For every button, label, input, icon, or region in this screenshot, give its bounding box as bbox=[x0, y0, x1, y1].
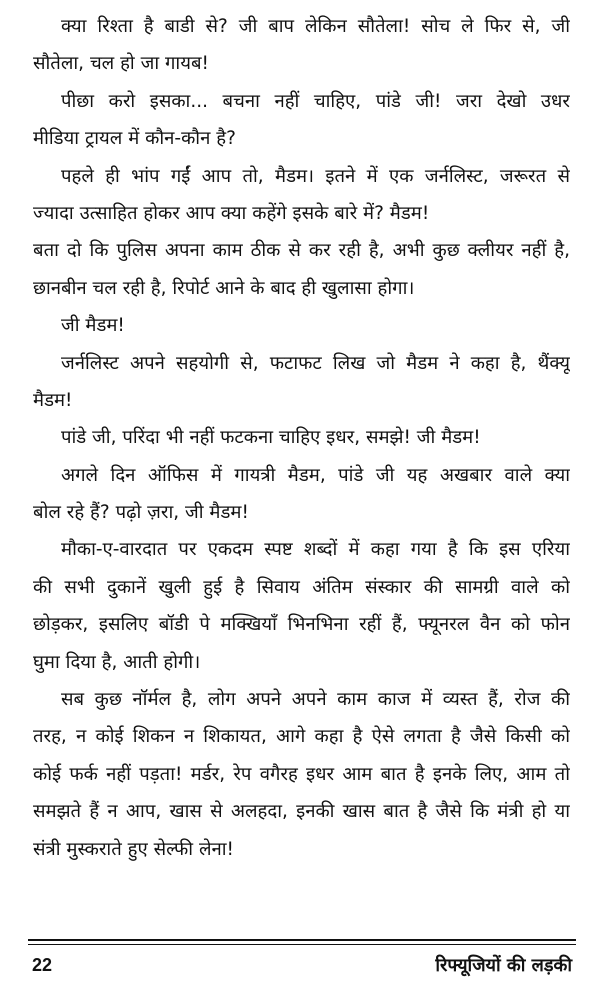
body-text bbox=[33, 8, 570, 868]
text-line: बता दो कि पुलिस अपना काम ठीक से कर रही है, अभी कुछ क्लीयर नहीं है, bbox=[33, 240, 570, 262]
text-line: तरह, न कोई शिकन न शिकायत, आगे कहा है ऐसे लगता है जैसे किसी को bbox=[33, 726, 570, 748]
text-line: समझते हैं न आप, खास से अलहदा, इनकी खास बात है जैसे कि मंत्री हो या bbox=[33, 801, 570, 823]
page-number: 22 bbox=[32, 955, 53, 975]
footer-rule-thin bbox=[28, 944, 576, 945]
text-line: जर्नलिस्ट अपने सहयोगी से, फटाफट लिख जो मैडम ने कहा है, थैंक्यू bbox=[61, 352, 570, 374]
text-line: मीडिया ट्रायल में कौन-कौन है? bbox=[33, 128, 236, 150]
text-line: मैडम! bbox=[33, 389, 73, 411]
text-line: जी मैडम! bbox=[61, 315, 125, 337]
text-line: पांडे जी, परिंदा भी नहीं फटकना चाहिए इधर, समझे! जी मैडम! bbox=[61, 427, 481, 449]
text-line: अगले दिन ऑफिस में गायत्री मैडम, पांडे जी यह अखबार वाले क्या bbox=[61, 464, 570, 486]
text-line: घुमा दिया है, आती होगी। bbox=[33, 651, 201, 673]
text-line: मौका-ए-वारदात पर एकदम स्पष्ट शब्दों में कहा गया है कि इस एरिया bbox=[61, 539, 570, 561]
text-line: छोड़कर, इसलिए बॉडी पे मक्खियाँ भिनभिना रहीं हैं, फ्यूनरल वैन को फोन bbox=[33, 614, 570, 636]
text-line: छानबीन चल रही है, रिपोर्ट आने के बाद ही खुलासा होगा। bbox=[33, 277, 415, 299]
text-line: सब कुछ नॉर्मल है, लोग अपने अपने काम काज में व्यस्त हैं, रोज की bbox=[61, 689, 570, 711]
text-line: संत्री मुस्कराते हुए सेल्फी लेना! bbox=[33, 838, 234, 860]
text-line: पहले ही भांप गईं आप तो, मैडम। इतने में एक जर्नलिस्ट, जरूरत से bbox=[61, 165, 570, 187]
running-title: रिफ्यूजियों की लड़की bbox=[435, 955, 572, 976]
text-line: कोई फर्क नहीं पड़ता! मर्डर, रेप वगैरह इधर आम बात है इनके लिए, आम तो bbox=[33, 763, 570, 785]
text-line: बोल रहे हैं? पढ़ो ज़रा, जी मैडम! bbox=[33, 502, 249, 524]
text-line: ज्यादा उत्साहित होकर आप क्या कहेंगे इसके बारे में? मैडम! bbox=[33, 202, 430, 224]
footer-rule-thick bbox=[28, 939, 576, 941]
text-line: की सभी दुकानें खुली हुई है सिवाय अंतिम संस्कार की सामग्री वाले को bbox=[33, 576, 570, 598]
text-line: पीछा करो इसका... बचना नहीं चाहिए, पांडे जी! जरा देखो उधर bbox=[61, 90, 570, 112]
text-line: सौतेला, चल हो जा गायब! bbox=[33, 53, 209, 75]
text-line: क्या रिश्ता है बाडी से? जी बाप लेकिन सौतेला! सोच ले फिर से, जी bbox=[61, 16, 570, 37]
